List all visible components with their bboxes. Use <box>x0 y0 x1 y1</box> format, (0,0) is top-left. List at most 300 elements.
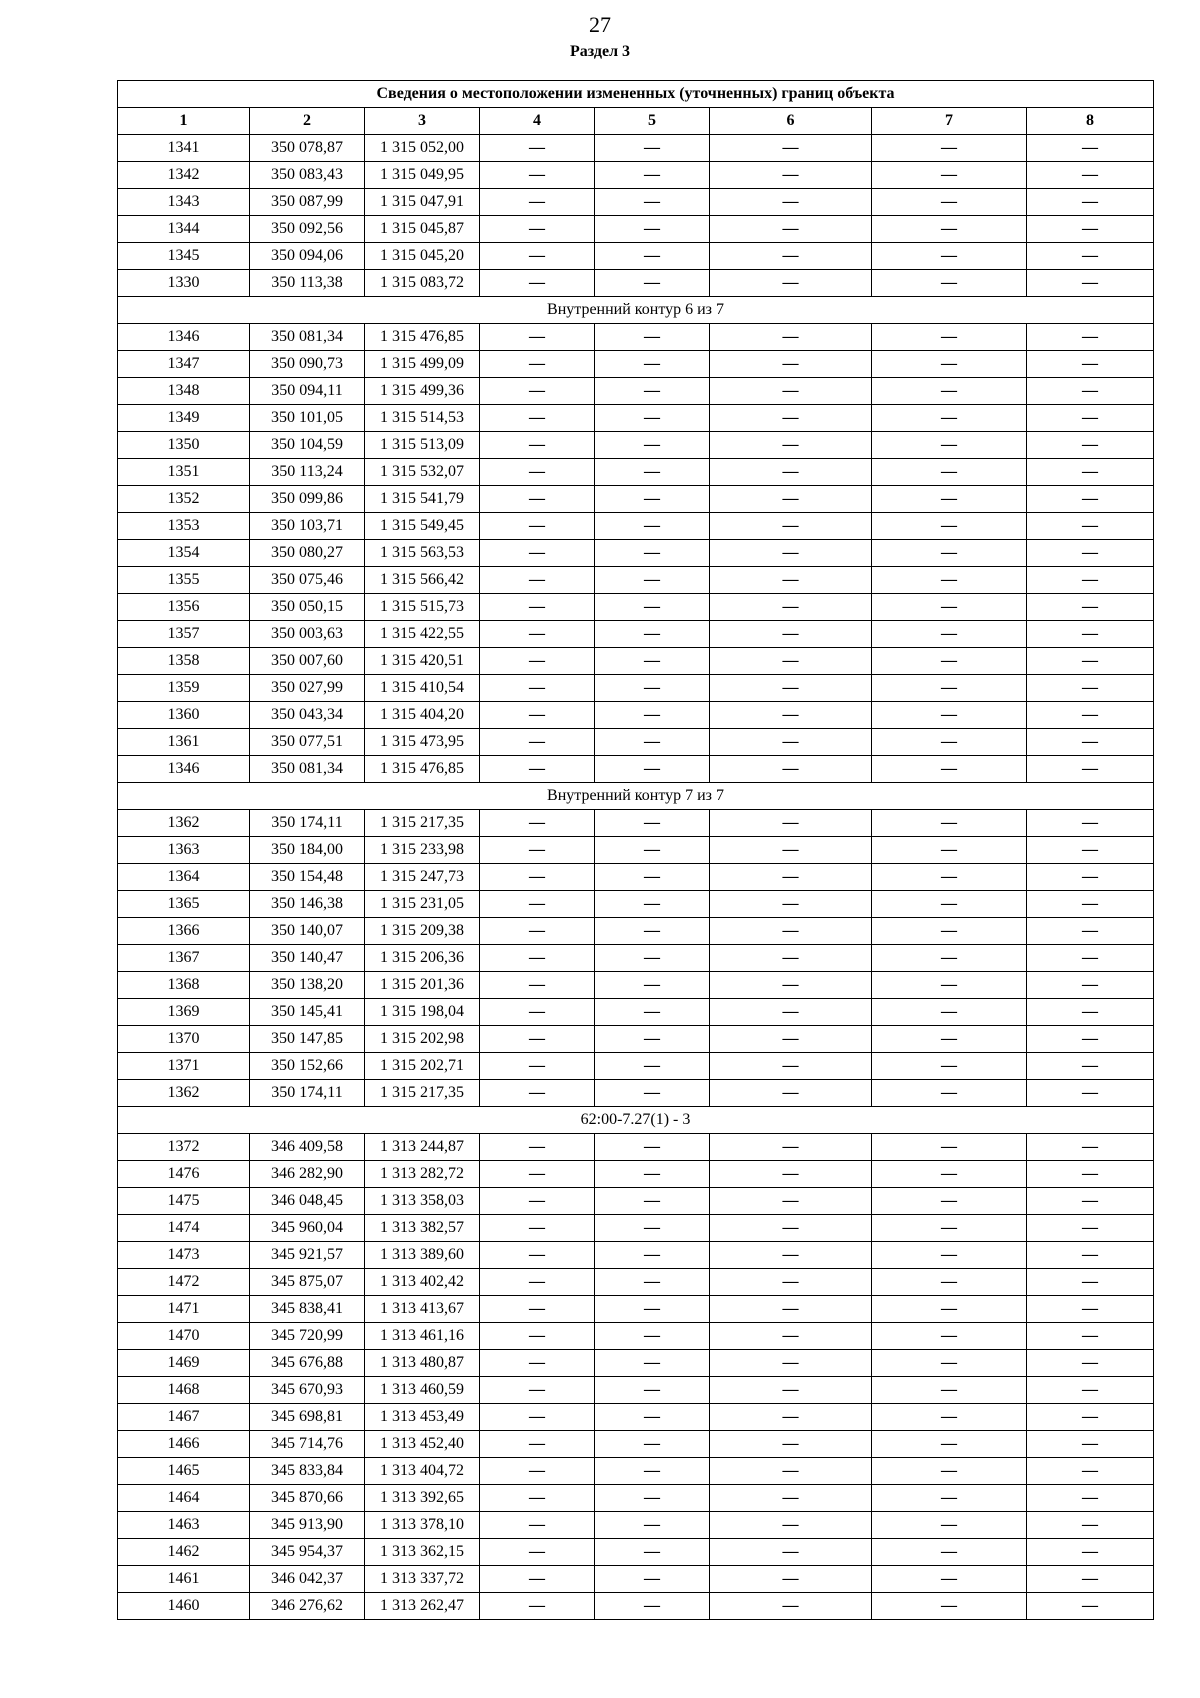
empty-value-cell: — <box>710 486 872 513</box>
coordinate-y-cell: 1 315 549,45 <box>365 513 480 540</box>
empty-value-cell: — <box>872 1026 1027 1053</box>
coordinate-x-cell: 350 090,73 <box>250 351 365 378</box>
empty-value-cell: — <box>710 189 872 216</box>
coordinate-x-cell: 345 698,81 <box>250 1404 365 1431</box>
point-number-cell: 1474 <box>118 1215 250 1242</box>
coordinate-x-cell: 346 042,37 <box>250 1566 365 1593</box>
empty-value-cell: — <box>480 1485 595 1512</box>
empty-value-cell: — <box>872 486 1027 513</box>
point-number-cell: 1350 <box>118 432 250 459</box>
coordinate-x-cell: 350 083,43 <box>250 162 365 189</box>
empty-value-cell: — <box>872 324 1027 351</box>
empty-value-cell: — <box>872 1539 1027 1566</box>
contour-section-row <box>118 1107 1154 1134</box>
empty-value-cell: — <box>872 621 1027 648</box>
empty-value-cell: — <box>710 1134 872 1161</box>
empty-value-cell: — <box>595 1242 710 1269</box>
table-row <box>118 162 1154 189</box>
empty-value-cell: — <box>595 702 710 729</box>
point-number-cell: 1467 <box>118 1404 250 1431</box>
empty-value-cell: — <box>1027 972 1154 999</box>
table-row <box>118 1026 1154 1053</box>
coordinate-x-cell: 350 027,99 <box>250 675 365 702</box>
empty-value-cell: — <box>710 675 872 702</box>
coordinate-y-cell: 1 315 499,36 <box>365 378 480 405</box>
empty-value-cell: — <box>710 945 872 972</box>
coordinate-y-cell: 1 315 420,51 <box>365 648 480 675</box>
empty-value-cell: — <box>595 1512 710 1539</box>
coordinate-y-cell: 1 313 389,60 <box>365 1242 480 1269</box>
empty-value-cell: — <box>595 1539 710 1566</box>
empty-value-cell: — <box>710 756 872 783</box>
table-row <box>118 702 1154 729</box>
empty-value-cell: — <box>480 675 595 702</box>
empty-value-cell: — <box>480 1080 595 1107</box>
empty-value-cell: — <box>595 918 710 945</box>
point-number-cell: 1365 <box>118 891 250 918</box>
coordinate-x-cell: 350 174,11 <box>250 810 365 837</box>
coordinate-y-cell: 1 313 413,67 <box>365 1296 480 1323</box>
point-number-cell: 1465 <box>118 1458 250 1485</box>
point-number-cell: 1468 <box>118 1377 250 1404</box>
coordinate-x-cell: 350 184,00 <box>250 837 365 864</box>
empty-value-cell: — <box>1027 1242 1154 1269</box>
empty-value-cell: — <box>872 918 1027 945</box>
coordinate-y-cell: 1 315 515,73 <box>365 594 480 621</box>
empty-value-cell: — <box>710 540 872 567</box>
empty-value-cell: — <box>1027 594 1154 621</box>
empty-value-cell: — <box>710 1350 872 1377</box>
empty-value-cell: — <box>710 270 872 297</box>
empty-value-cell: — <box>872 756 1027 783</box>
empty-value-cell: — <box>872 729 1027 756</box>
coordinate-x-cell: 345 720,99 <box>250 1323 365 1350</box>
coordinate-y-cell: 1 313 262,47 <box>365 1593 480 1620</box>
empty-value-cell: — <box>1027 675 1154 702</box>
empty-value-cell: — <box>710 1296 872 1323</box>
empty-value-cell: — <box>595 189 710 216</box>
coordinate-y-cell: 1 313 358,03 <box>365 1188 480 1215</box>
section-title: Раздел 3 <box>569 43 631 60</box>
point-number-cell: 1473 <box>118 1242 250 1269</box>
coordinate-y-cell: 1 315 202,71 <box>365 1053 480 1080</box>
coordinate-x-cell: 350 075,46 <box>250 567 365 594</box>
empty-value-cell: — <box>480 1566 595 1593</box>
coordinate-y-cell: 1 315 045,20 <box>365 243 480 270</box>
point-number-cell: 1344 <box>118 216 250 243</box>
empty-value-cell: — <box>480 378 595 405</box>
empty-value-cell: — <box>595 837 710 864</box>
coordinate-y-cell: 1 315 217,35 <box>365 810 480 837</box>
empty-value-cell: — <box>710 864 872 891</box>
coordinate-y-cell: 1 315 233,98 <box>365 837 480 864</box>
coordinate-x-cell: 350 138,20 <box>250 972 365 999</box>
column-number: 7 <box>872 108 1027 135</box>
table-row <box>118 756 1154 783</box>
empty-value-cell: — <box>595 405 710 432</box>
point-number-cell: 1359 <box>118 675 250 702</box>
empty-value-cell: — <box>1027 702 1154 729</box>
coordinate-x-cell: 346 276,62 <box>250 1593 365 1620</box>
empty-value-cell: — <box>1027 1593 1154 1620</box>
table-row <box>118 1296 1154 1323</box>
point-number-cell: 1362 <box>118 1080 250 1107</box>
table-row <box>118 513 1154 540</box>
column-number: 8 <box>1027 108 1154 135</box>
table-row <box>118 945 1154 972</box>
empty-value-cell: — <box>872 1458 1027 1485</box>
table-row <box>118 540 1154 567</box>
empty-value-cell: — <box>710 1026 872 1053</box>
empty-value-cell: — <box>480 1053 595 1080</box>
point-number-cell: 1347 <box>118 351 250 378</box>
empty-value-cell: — <box>710 729 872 756</box>
empty-value-cell: — <box>872 270 1027 297</box>
empty-value-cell: — <box>1027 1431 1154 1458</box>
empty-value-cell: — <box>595 432 710 459</box>
empty-value-cell: — <box>872 189 1027 216</box>
empty-value-cell: — <box>710 1458 872 1485</box>
empty-value-cell: — <box>710 1512 872 1539</box>
coordinate-y-cell: 1 313 244,87 <box>365 1134 480 1161</box>
empty-value-cell: — <box>872 1593 1027 1620</box>
coordinate-y-cell: 1 313 382,57 <box>365 1215 480 1242</box>
table-row <box>118 1053 1154 1080</box>
table-row <box>118 459 1154 486</box>
empty-value-cell: — <box>872 837 1027 864</box>
empty-value-cell: — <box>480 567 595 594</box>
coordinate-y-cell: 1 313 378,10 <box>365 1512 480 1539</box>
table-row <box>118 216 1154 243</box>
point-number-cell: 1470 <box>118 1323 250 1350</box>
empty-value-cell: — <box>480 540 595 567</box>
empty-value-cell: — <box>1027 540 1154 567</box>
table-row <box>118 972 1154 999</box>
empty-value-cell: — <box>710 513 872 540</box>
coordinate-y-cell: 1 315 209,38 <box>365 918 480 945</box>
empty-value-cell: — <box>595 891 710 918</box>
empty-value-cell: — <box>710 324 872 351</box>
coordinate-y-cell: 1 315 514,53 <box>365 405 480 432</box>
empty-value-cell: — <box>480 999 595 1026</box>
empty-value-cell: — <box>1027 513 1154 540</box>
empty-value-cell: — <box>480 1593 595 1620</box>
table-row <box>118 1134 1154 1161</box>
empty-value-cell: — <box>480 459 595 486</box>
empty-value-cell: — <box>1027 1323 1154 1350</box>
empty-value-cell: — <box>1027 810 1154 837</box>
coordinate-y-cell: 1 313 453,49 <box>365 1404 480 1431</box>
empty-value-cell: — <box>480 1323 595 1350</box>
empty-value-cell: — <box>872 1323 1027 1350</box>
contour-section-row <box>118 297 1154 324</box>
empty-value-cell: — <box>595 162 710 189</box>
coordinate-x-cell: 350 154,48 <box>250 864 365 891</box>
coordinate-x-cell: 345 913,90 <box>250 1512 365 1539</box>
table-row <box>118 1350 1154 1377</box>
point-number-cell: 1471 <box>118 1296 250 1323</box>
coordinate-y-cell: 1 315 217,35 <box>365 1080 480 1107</box>
table-row <box>118 378 1154 405</box>
table-row <box>118 486 1154 513</box>
empty-value-cell: — <box>872 351 1027 378</box>
empty-value-cell: — <box>595 270 710 297</box>
coordinate-x-cell: 350 094,11 <box>250 378 365 405</box>
coordinate-y-cell: 1 315 476,85 <box>365 324 480 351</box>
coordinate-y-cell: 1 315 247,73 <box>365 864 480 891</box>
coordinate-y-cell: 1 315 045,87 <box>365 216 480 243</box>
coordinate-y-cell: 1 315 563,53 <box>365 540 480 567</box>
empty-value-cell: — <box>595 972 710 999</box>
empty-value-cell: — <box>710 135 872 162</box>
empty-value-cell: — <box>595 1269 710 1296</box>
empty-value-cell: — <box>595 1431 710 1458</box>
coordinate-y-cell: 1 315 202,98 <box>365 1026 480 1053</box>
empty-value-cell: — <box>595 1215 710 1242</box>
point-number-cell: 1351 <box>118 459 250 486</box>
table-row <box>118 351 1154 378</box>
empty-value-cell: — <box>710 216 872 243</box>
coordinate-x-cell: 346 048,45 <box>250 1188 365 1215</box>
empty-value-cell: — <box>872 945 1027 972</box>
empty-value-cell: — <box>710 837 872 864</box>
empty-value-cell: — <box>595 1485 710 1512</box>
point-number-cell: 1366 <box>118 918 250 945</box>
point-number-cell: 1464 <box>118 1485 250 1512</box>
empty-value-cell: — <box>710 567 872 594</box>
point-number-cell: 1460 <box>118 1593 250 1620</box>
empty-value-cell: — <box>872 1512 1027 1539</box>
empty-value-cell: — <box>872 891 1027 918</box>
coordinate-y-cell: 1 315 198,04 <box>365 999 480 1026</box>
coordinate-y-cell: 1 313 460,59 <box>365 1377 480 1404</box>
point-number-cell: 1462 <box>118 1539 250 1566</box>
empty-value-cell: — <box>872 1161 1027 1188</box>
point-number-cell: 1348 <box>118 378 250 405</box>
empty-value-cell: — <box>480 1188 595 1215</box>
table-body <box>118 135 1154 1620</box>
empty-value-cell: — <box>872 1215 1027 1242</box>
empty-value-cell: — <box>595 243 710 270</box>
point-number-cell: 1362 <box>118 810 250 837</box>
empty-value-cell: — <box>595 324 710 351</box>
empty-value-cell: — <box>480 756 595 783</box>
empty-value-cell: — <box>1027 135 1154 162</box>
point-number-cell: 1346 <box>118 324 250 351</box>
coordinate-x-cell: 350 145,41 <box>250 999 365 1026</box>
empty-value-cell: — <box>1027 1053 1154 1080</box>
empty-value-cell: — <box>872 162 1027 189</box>
empty-value-cell: — <box>595 945 710 972</box>
empty-value-cell: — <box>710 918 872 945</box>
empty-value-cell: — <box>480 1026 595 1053</box>
coordinate-x-cell: 350 146,38 <box>250 891 365 918</box>
coordinate-x-cell: 350 081,34 <box>250 756 365 783</box>
coordinate-x-cell: 346 409,58 <box>250 1134 365 1161</box>
empty-value-cell: — <box>872 702 1027 729</box>
table-row <box>118 729 1154 756</box>
empty-value-cell: — <box>480 891 595 918</box>
coordinate-x-cell: 345 875,07 <box>250 1269 365 1296</box>
empty-value-cell: — <box>595 486 710 513</box>
empty-value-cell: — <box>872 243 1027 270</box>
table-row <box>118 1566 1154 1593</box>
table-row <box>118 567 1154 594</box>
table-row <box>118 405 1154 432</box>
coordinate-x-cell: 350 174,11 <box>250 1080 365 1107</box>
empty-value-cell: — <box>872 405 1027 432</box>
empty-value-cell: — <box>710 1431 872 1458</box>
empty-value-cell: — <box>480 513 595 540</box>
coordinate-x-cell: 350 077,51 <box>250 729 365 756</box>
point-number-cell: 1367 <box>118 945 250 972</box>
empty-value-cell: — <box>1027 459 1154 486</box>
coordinate-y-cell: 1 313 480,87 <box>365 1350 480 1377</box>
empty-value-cell: — <box>710 1242 872 1269</box>
empty-value-cell: — <box>595 540 710 567</box>
empty-value-cell: — <box>872 1404 1027 1431</box>
empty-value-cell: — <box>1027 432 1154 459</box>
coordinate-y-cell: 1 315 532,07 <box>365 459 480 486</box>
empty-value-cell: — <box>595 513 710 540</box>
empty-value-cell: — <box>710 243 872 270</box>
empty-value-cell: — <box>1027 945 1154 972</box>
empty-value-cell: — <box>872 1350 1027 1377</box>
empty-value-cell: — <box>872 513 1027 540</box>
coordinate-x-cell: 350 094,06 <box>250 243 365 270</box>
empty-value-cell: — <box>480 945 595 972</box>
coordinate-x-cell: 345 954,37 <box>250 1539 365 1566</box>
empty-value-cell: — <box>595 810 710 837</box>
table-row <box>118 324 1154 351</box>
empty-value-cell: — <box>1027 486 1154 513</box>
empty-value-cell: — <box>480 1134 595 1161</box>
empty-value-cell: — <box>872 810 1027 837</box>
empty-value-cell: — <box>710 1080 872 1107</box>
empty-value-cell: — <box>710 1593 872 1620</box>
empty-value-cell: — <box>710 162 872 189</box>
empty-value-cell: — <box>872 1242 1027 1269</box>
point-number-cell: 1330 <box>118 270 250 297</box>
empty-value-cell: — <box>595 1026 710 1053</box>
empty-value-cell: — <box>480 216 595 243</box>
empty-value-cell: — <box>1027 1458 1154 1485</box>
empty-value-cell: — <box>1027 270 1154 297</box>
point-number-cell: 1360 <box>118 702 250 729</box>
point-number-cell: 1364 <box>118 864 250 891</box>
empty-value-cell: — <box>480 135 595 162</box>
empty-value-cell: — <box>480 1431 595 1458</box>
empty-value-cell: — <box>480 810 595 837</box>
contour-section-label: 62:00-7.27(1) - 3 <box>118 1107 1154 1134</box>
empty-value-cell: — <box>1027 1026 1154 1053</box>
empty-value-cell: — <box>595 216 710 243</box>
column-number: 4 <box>480 108 595 135</box>
empty-value-cell: — <box>595 351 710 378</box>
empty-value-cell: — <box>595 1566 710 1593</box>
empty-value-cell: — <box>480 972 595 999</box>
table-caption: Сведения о местоположении измененных (уточненных) границ объекта <box>118 81 1154 108</box>
empty-value-cell: — <box>872 594 1027 621</box>
point-number-cell: 1475 <box>118 1188 250 1215</box>
empty-value-cell: — <box>1027 1512 1154 1539</box>
contour-section-row <box>118 783 1154 810</box>
empty-value-cell: — <box>595 567 710 594</box>
coordinate-x-cell: 350 113,24 <box>250 459 365 486</box>
point-number-cell: 1352 <box>118 486 250 513</box>
coordinate-y-cell: 1 315 049,95 <box>365 162 480 189</box>
table-row <box>118 891 1154 918</box>
empty-value-cell: — <box>595 1188 710 1215</box>
coordinate-y-cell: 1 313 452,40 <box>365 1431 480 1458</box>
empty-value-cell: — <box>480 729 595 756</box>
empty-value-cell: — <box>710 1377 872 1404</box>
coordinate-x-cell: 350 101,05 <box>250 405 365 432</box>
table-caption-row <box>118 81 1154 108</box>
coordinate-y-cell: 1 315 404,20 <box>365 702 480 729</box>
coordinate-x-cell: 350 147,85 <box>250 1026 365 1053</box>
coordinate-x-cell: 345 960,04 <box>250 1215 365 1242</box>
empty-value-cell: — <box>480 594 595 621</box>
empty-value-cell: — <box>710 621 872 648</box>
empty-value-cell: — <box>710 702 872 729</box>
empty-value-cell: — <box>1027 1566 1154 1593</box>
coordinate-y-cell: 1 315 566,42 <box>365 567 480 594</box>
coordinate-y-cell: 1 315 541,79 <box>365 486 480 513</box>
empty-value-cell: — <box>1027 1134 1154 1161</box>
coordinate-x-cell: 350 050,15 <box>250 594 365 621</box>
empty-value-cell: — <box>595 1404 710 1431</box>
empty-value-cell: — <box>872 1296 1027 1323</box>
table-row <box>118 999 1154 1026</box>
empty-value-cell: — <box>480 1512 595 1539</box>
empty-value-cell: — <box>872 675 1027 702</box>
coordinate-y-cell: 1 315 476,85 <box>365 756 480 783</box>
coordinate-x-cell: 350 140,47 <box>250 945 365 972</box>
table-row <box>118 1188 1154 1215</box>
empty-value-cell: — <box>710 999 872 1026</box>
table-row <box>118 1539 1154 1566</box>
empty-value-cell: — <box>595 378 710 405</box>
empty-value-cell: — <box>1027 1485 1154 1512</box>
point-number-cell: 1343 <box>118 189 250 216</box>
empty-value-cell: — <box>710 1323 872 1350</box>
empty-value-cell: — <box>480 486 595 513</box>
coordinate-x-cell: 350 007,60 <box>250 648 365 675</box>
empty-value-cell: — <box>480 270 595 297</box>
empty-value-cell: — <box>1027 405 1154 432</box>
empty-value-cell: — <box>872 1188 1027 1215</box>
empty-value-cell: — <box>480 351 595 378</box>
empty-value-cell: — <box>595 1377 710 1404</box>
empty-value-cell: — <box>872 216 1027 243</box>
empty-value-cell: — <box>872 972 1027 999</box>
empty-value-cell: — <box>595 1134 710 1161</box>
empty-value-cell: — <box>1027 864 1154 891</box>
empty-value-cell: — <box>872 999 1027 1026</box>
empty-value-cell: — <box>710 648 872 675</box>
empty-value-cell: — <box>480 864 595 891</box>
empty-value-cell: — <box>595 1080 710 1107</box>
coordinate-x-cell: 350 104,59 <box>250 432 365 459</box>
coordinate-y-cell: 1 315 052,00 <box>365 135 480 162</box>
empty-value-cell: — <box>480 1269 595 1296</box>
empty-value-cell: — <box>1027 918 1154 945</box>
empty-value-cell: — <box>872 1053 1027 1080</box>
empty-value-cell: — <box>480 1161 595 1188</box>
coordinate-y-cell: 1 313 362,15 <box>365 1539 480 1566</box>
coordinate-x-cell: 345 870,66 <box>250 1485 365 1512</box>
